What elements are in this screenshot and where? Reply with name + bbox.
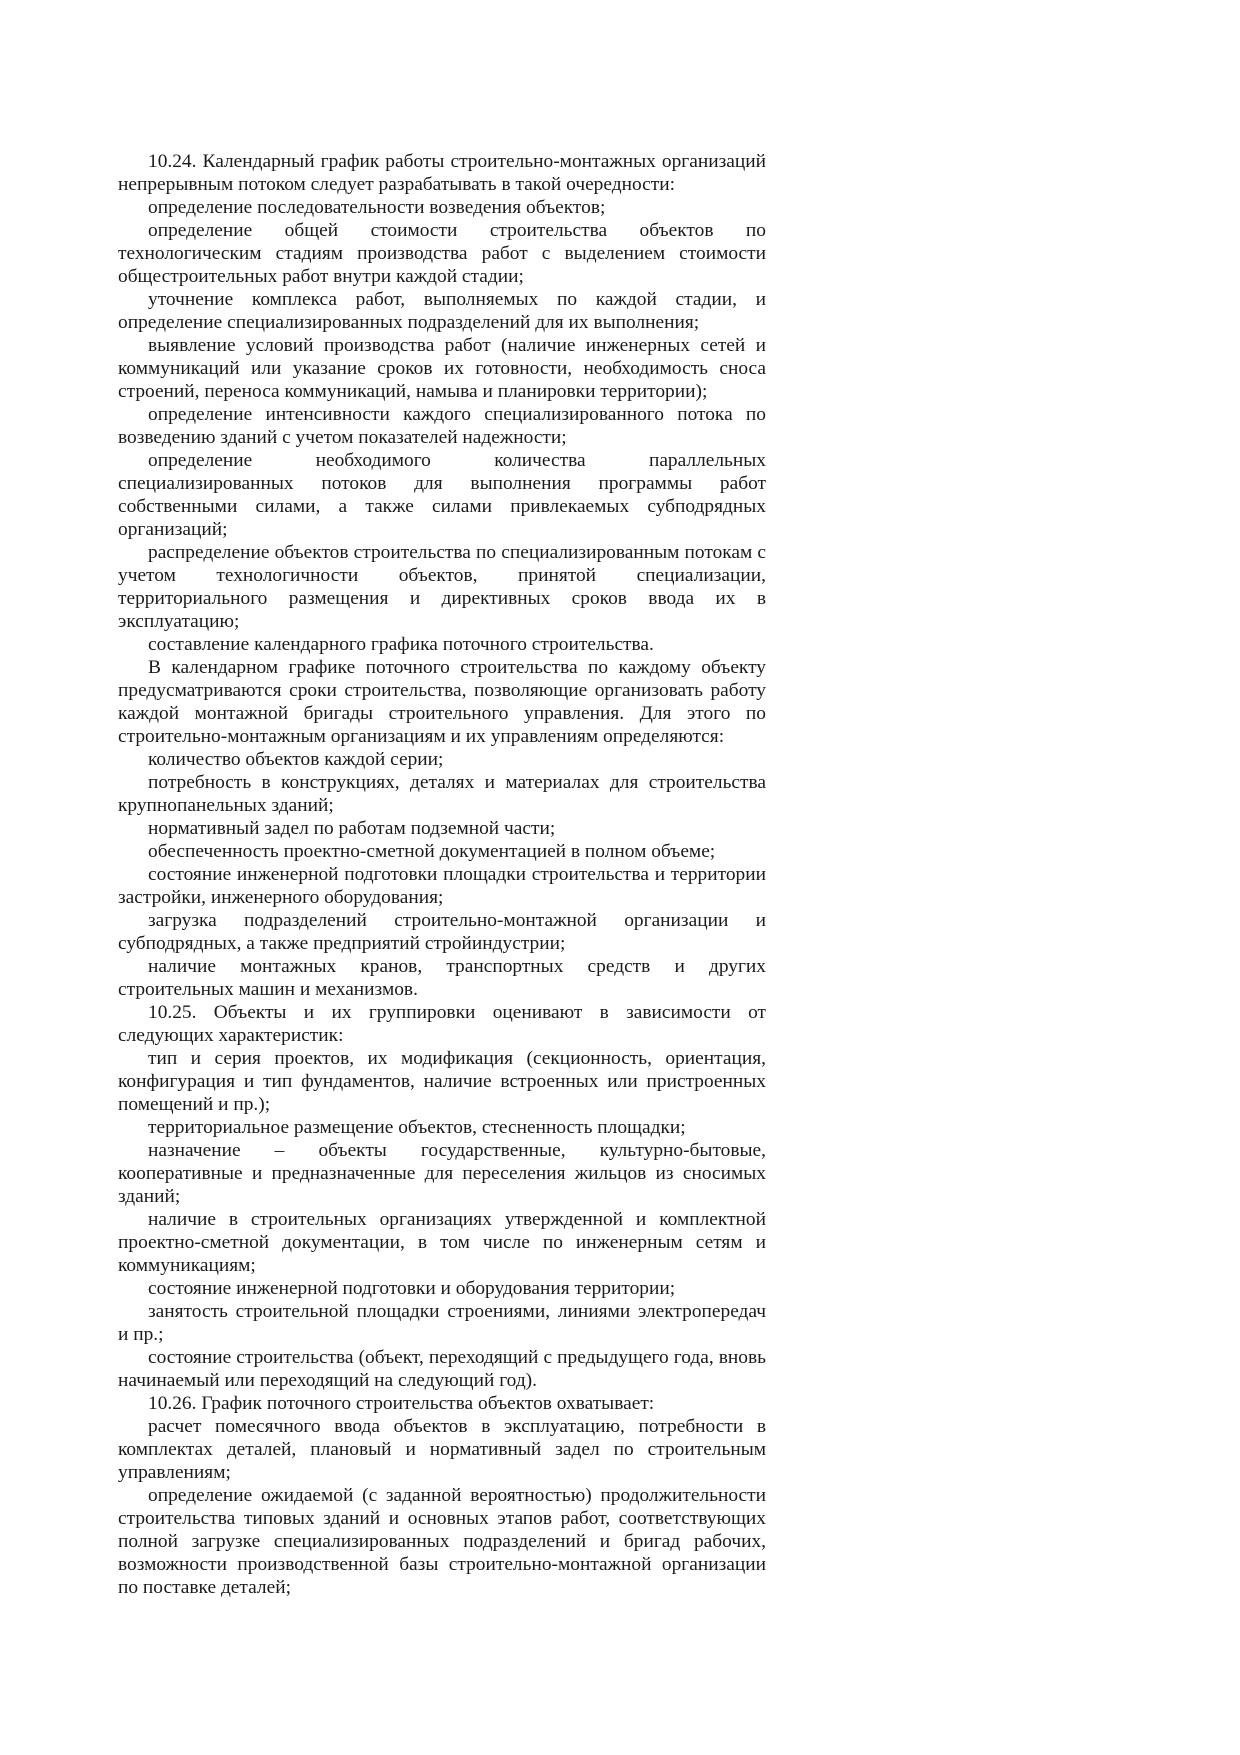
paragraph: В календарном графике поточного строительства по каждому объекту предусматриваются сроки строительства, позволяющие организовать работу каждой монтажной бригады строительного управления. Для этого по строительно-монтажным организациям и их управлениям определяются:: [118, 657, 766, 747]
list-item: определение последовательности возведения объектов;: [148, 197, 606, 218]
list-item: определение необходимого количества параллельных специализированных потоков для выполнения программы работ собственными силами, а также силами привлекаемых субподрядных организаций;: [118, 450, 766, 540]
list-item: наличие монтажных кранов, транспортных средств и других строительных машин и механизмов.: [118, 956, 766, 1000]
list-item: определение общей стоимости строительства объектов по технологическим стадиям производства работ с выделением стоимости общестроительных работ внутри каждой стадии;: [118, 220, 766, 287]
list-item: выявление условий производства работ (наличие инженерных сетей и коммуникаций или указание сроков их готовности, необходимость сноса строений, переноса коммуникаций, намыва и планировки территории);: [118, 335, 766, 402]
list-item: распределение объектов строительства по специализированным потокам с учетом технологичности объектов, принятой специализации, территориального размещения и директивных сроков ввода их в эксплуатацию;: [118, 542, 766, 632]
list-item: количество объектов каждой серии;: [148, 749, 444, 770]
paragraph-10-26: 10.26. График поточного строительства объектов охватывает:: [148, 1393, 655, 1414]
list-item: нормативный задел по работам подземной части;: [148, 818, 556, 839]
list-item: назначение – объекты государственные, культурно-бытовые, кооперативные и предназначенные для переселения жильцов из сносимых зданий;: [118, 1140, 766, 1207]
list-item: тип и серия проектов, их модификация (секционность, ориентация, конфигурация и тип фундаментов, наличие встроенных или пристроенных помещений и пр.);: [118, 1048, 766, 1115]
list-item: занятость строительной площадки строениями, линиями электропередач и пр.;: [118, 1301, 766, 1345]
list-item: потребность в конструкциях, деталях и материалах для строительства крупнопанельных зданий;: [118, 772, 766, 816]
list-item: определение интенсивности каждого специализированного потока по возведению зданий с учетом показателей надежности;: [118, 404, 766, 448]
list-item: территориальное размещение объектов, стесненность площадки;: [148, 1117, 686, 1138]
list-item: состояние инженерной подготовки и оборудования территории;: [148, 1278, 676, 1299]
paragraph-10-25: 10.25. Объекты и их группировки оценивают в зависимости от следующих характеристик:: [118, 1002, 766, 1046]
list-item: расчет помесячного ввода объектов в эксплуатацию, потребности в комплектах деталей, плановый и нормативный задел по строительным управлениям;: [118, 1416, 766, 1483]
list-item: обеспеченность проектно-сметной документацией в полном объеме;: [148, 841, 716, 862]
list-item: уточнение комплекса работ, выполняемых по каждой стадии, и определение специализированных подразделений для их выполнения;: [118, 289, 766, 333]
list-item: состояние инженерной подготовки площадки строительства и территории застройки, инженерного оборудования;: [118, 864, 766, 908]
paragraph-10-24: 10.24. Календарный график работы строительно-монтажных организаций непрерывным потоком следует разрабатывать в такой очередности:: [118, 151, 766, 195]
list-item: состояние строительства (объект, переходящий с предыдущего года, вновь начинаемый или переходящий на следующий год).: [118, 1347, 766, 1391]
document-body: [118, 150, 766, 1599]
list-item: загрузка подразделений строительно-монтажной организации и субподрядных, а также предприятий стройиндустрии;: [118, 910, 766, 954]
list-item: составление календарного графика поточного строительства.: [148, 634, 654, 655]
list-item: определение ожидаемой (с заданной вероятностью) продолжительности строительства типовых зданий и основных этапов работ, соответствующих полной загрузке специализированных подразделений и бригад рабочих, возможности производственной базы строительно-монтажной организации по поставке деталей;: [118, 1485, 766, 1598]
list-item: наличие в строительных организациях утвержденной и комплектной проектно-сметной документации, в том числе по инженерным сетям и коммуникациям;: [118, 1209, 766, 1276]
